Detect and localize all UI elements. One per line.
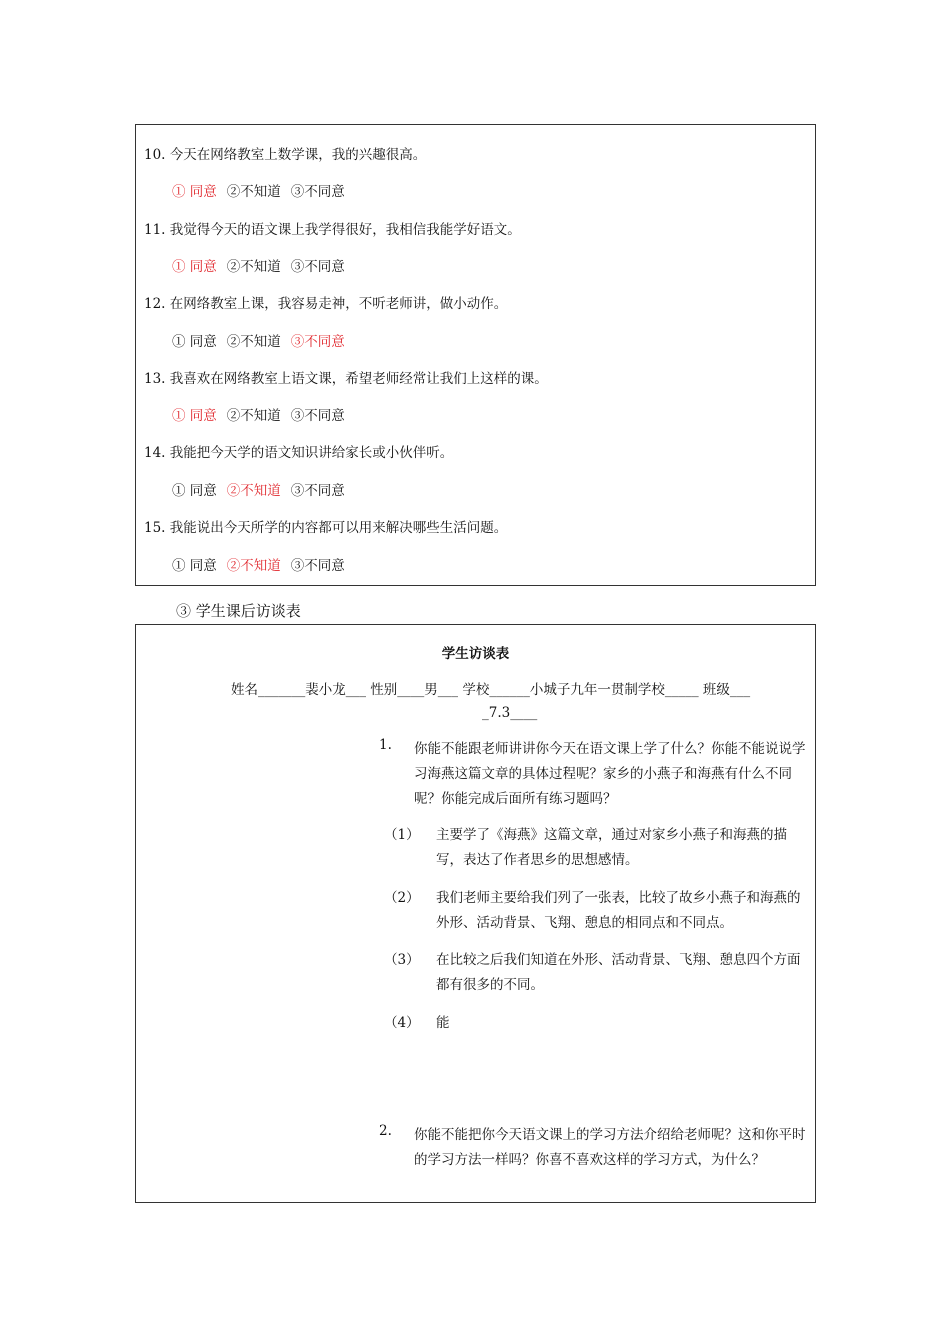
survey-options [172,554,355,574]
survey-box [135,124,816,586]
survey-options [172,255,355,275]
survey-options [172,479,355,499]
option-unknown[interactable]: ②不知道 [226,259,281,275]
option-disagree[interactable]: ③不同意 [290,408,345,424]
interview-question-1: 你能不能跟老师讲讲你今天在语文课上学了什么？你能不能说说学习海燕这篇文章的具体过程呢？家乡的小燕子和海燕有什么不同呢？你能完成后面所有练习题吗？ [414,741,806,807]
survey-question: 10. 今天在网络教室上数学课，我的兴趣很高。 [144,147,427,163]
interview-title: 学生访谈表 [441,646,510,662]
survey-options [172,180,355,200]
option-agree[interactable]: ① 同意 [172,558,217,574]
section-caption: ③ 学生课后访谈表 [176,602,301,620]
option-unknown[interactable]: ②不知道 [226,483,281,499]
student-info-line: 姓名_______裴小龙___ 性别____男___ 学校______小城子九年一贯制学校_____ 班级___ [231,682,751,698]
interview-box [135,624,816,1203]
survey-question: 15. 我能说出今天所学的内容都可以用来解决哪些生活问题。 [144,520,508,536]
option-agree[interactable]: ① 同意 [172,184,217,200]
survey-options [172,330,355,350]
answer-text: 我们老师主要给我们列了一张表，比较了故乡小燕子和海燕的外形、活动背景、飞翔、憩息的相同点和不同点。 [436,890,801,931]
option-unknown[interactable]: ②不知道 [226,184,281,200]
answer-text: 主要学了《海燕》这篇文章，通过对家乡小燕子和海燕的描写，表达了作者思乡的思想感情。 [436,827,787,868]
option-unknown[interactable]: ②不知道 [226,408,281,424]
option-agree[interactable]: ① 同意 [172,408,217,424]
answer-label: （3） [384,952,420,968]
question-number: 2. [379,1123,392,1139]
student-info-class: _7.3____ [482,705,538,721]
option-agree[interactable]: ① 同意 [172,483,217,499]
option-unknown[interactable]: ②不知道 [226,334,281,350]
option-unknown[interactable]: ②不知道 [226,558,281,574]
option-disagree[interactable]: ③不同意 [290,184,345,200]
option-disagree[interactable]: ③不同意 [290,558,345,574]
option-agree[interactable]: ① 同意 [172,334,217,350]
survey-question: 14. 我能把今天学的语文知识讲给家长或小伙伴听。 [144,445,454,461]
survey-question: 13. 我喜欢在网络教室上语文课，希望老师经常让我们上这样的课。 [144,371,548,387]
answer-text: 在比较之后我们知道在外形、活动背景、飞翔、憩息四个方面都有很多的不同。 [436,952,801,993]
option-agree[interactable]: ① 同意 [172,259,217,275]
answer-text: 能 [436,1015,450,1031]
option-disagree[interactable]: ③不同意 [290,259,345,275]
survey-question: 11. 我觉得今天的语文课上我学得很好，我相信我能学好语文。 [144,222,521,238]
interview-question-2: 你能不能把你今天语文课上的学习方法介绍给老师呢？这和你平时的学习方法一样吗？你喜不喜欢这样的学习方式，为什么？ [414,1127,806,1168]
question-number: 1. [379,737,392,753]
answer-label: （4） [384,1015,420,1031]
survey-options [172,404,355,424]
answer-label: （1） [384,827,420,843]
survey-question: 12. 在网络教室上课，我容易走神，不听老师讲，做小动作。 [144,296,508,312]
answer-label: （2） [384,890,420,906]
option-disagree[interactable]: ③不同意 [290,334,345,350]
option-disagree[interactable]: ③不同意 [290,483,345,499]
